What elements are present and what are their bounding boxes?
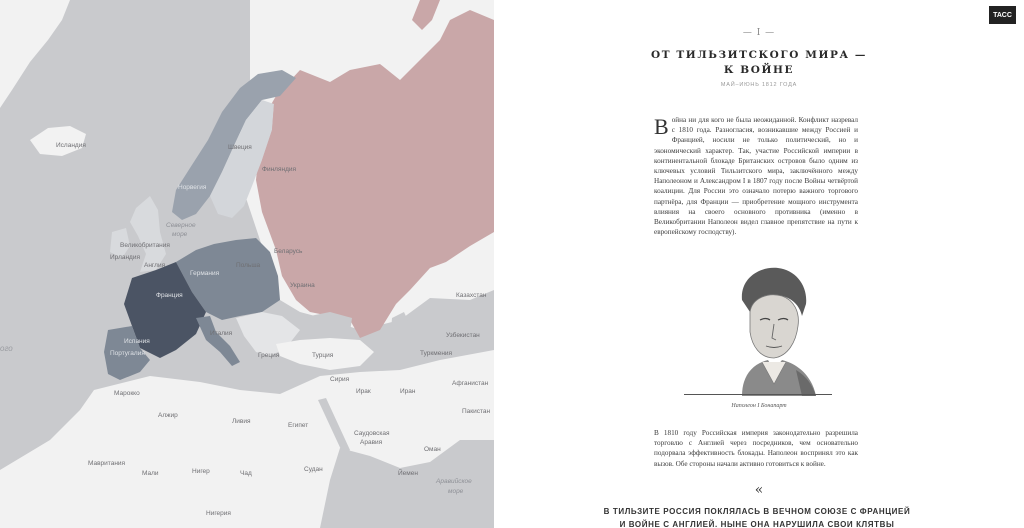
map-label-algeria: Алжир <box>158 412 178 419</box>
map-label-iceland: Исландия <box>56 142 86 149</box>
map-label-turkey: Турция <box>312 352 334 359</box>
map-label-mali: Мали <box>142 470 159 477</box>
map-label-afghanistan: Афганистан <box>452 380 489 387</box>
map-label-ireland: Ирландия <box>110 254 141 261</box>
map-label-poland: Польша <box>236 262 261 269</box>
map-label-uzbekistan: Узбекистан <box>446 332 480 339</box>
map-label-italy: Италия <box>210 330 233 337</box>
map-label-germany: Германия <box>190 270 220 277</box>
map-panel[interactable] <box>0 0 494 528</box>
map-label-arabian-sea-2: море <box>448 488 464 495</box>
chapter-number: — I — <box>742 28 776 38</box>
map-label-iraq: Ирак <box>356 388 371 395</box>
map-label-france: Франция <box>156 292 183 299</box>
quote-mark: « <box>754 482 764 498</box>
portrait-caption: Наполеон I Бонапарт <box>731 403 787 409</box>
map-label-morocco: Марокко <box>114 390 140 397</box>
map-label-oman: Оман <box>424 446 441 453</box>
map-label-north-sea-2: море <box>172 231 188 238</box>
map-label-niger: Нигер <box>192 468 210 475</box>
map-label-yemen: Йемен <box>398 470 418 477</box>
map-label-spain: Испания <box>124 338 150 345</box>
map-label-finland: Финляндия <box>262 166 297 173</box>
map-label-sweden: Швеция <box>228 144 252 151</box>
portrait-divider <box>684 394 832 395</box>
map-label-iran: Иран <box>400 388 416 395</box>
map-label-north-sea: Северное <box>166 222 196 229</box>
map-label-sudan: Судан <box>304 466 323 473</box>
article-panel <box>494 0 1024 528</box>
map-label-ukraine: Украина <box>290 282 315 289</box>
map-label-norway: Норвегия <box>178 184 207 191</box>
map-label-nigeria: Нигерия <box>206 510 231 517</box>
map-label-chad: Чад <box>240 470 252 477</box>
napoleon-portrait <box>712 260 828 396</box>
map-label-syria: Сирия <box>330 376 350 383</box>
map-label-egypt: Египет <box>288 422 309 429</box>
map-label-greece: Греция <box>258 352 280 359</box>
map-label-libya: Ливия <box>232 418 251 425</box>
map-label-england: Англия <box>144 262 166 269</box>
map-label-arabian-sea: Аравийское <box>436 478 472 485</box>
paragraph-intro: Война ни для кого не была неожиданной. Конфликт назревал с 1810 года. Разногласия, возникавшие между Россией и Францией, носили не только политический, но и экономический характер. Так, участие Российской империи в континентальной блокаде Британских островов было одним из ключевых условий Тильзитского мира, заключённого между Наполеоном и Александром I в 1807 году после Войны четвёртой коалиции. Для России это означало потерю важного торгового партнёра, для Франции — приобретение мощного инструмента влияния на своего основного противника (именно в Великобритании Наполеон видел главное препятствие на пути к европейскому господству). <box>654 114 858 237</box>
chapter-date: МАЙ–ИЮНЬ 1812 ГОДА <box>720 82 798 88</box>
tass-logo[interactable]: ТАСС <box>989 6 1016 24</box>
map-label-kazakhstan: Казахстан <box>456 292 487 299</box>
map-label-ocean: ого <box>0 344 13 353</box>
map-label-portugal: Португалия <box>110 350 145 357</box>
chapter-title: ОТ ТИЛЬЗИТСКОГО МИРА — К ВОЙНЕ <box>650 49 868 76</box>
map-label-uk: Великобритания <box>120 242 170 249</box>
map-label-belarus: Беларусь <box>274 248 303 255</box>
map-label-pakistan: Пакистан <box>462 408 491 415</box>
pull-quote: В ТИЛЬЗИТЕ РОССИЯ ПОКЛЯЛАСЬ В ВЕЧНОМ СОЮЗЕ С ФРАНЦИЕЙ И ВОЙНЕ С АНГЛИЕЙ. НЫНЕ ОНА НАРУШИЛА СВОИ КЛЯТВЫ <box>603 507 911 528</box>
map-label-saudi-2: Аравия <box>360 439 383 446</box>
map-label-turkmenistan: Туркмения <box>420 350 453 357</box>
map-label-saudi: Саудовская <box>354 430 390 437</box>
paragraph-1810: В 1810 году Российская империя законодательно разрешила торговлю с Англией через посредников, чем основательно подорвала эффективность блокады. Наполеон воспринял это как вызов. Обе стороны начали активно готовиться к войне. <box>654 429 858 468</box>
map-label-mauritania: Мавритания <box>88 460 126 467</box>
